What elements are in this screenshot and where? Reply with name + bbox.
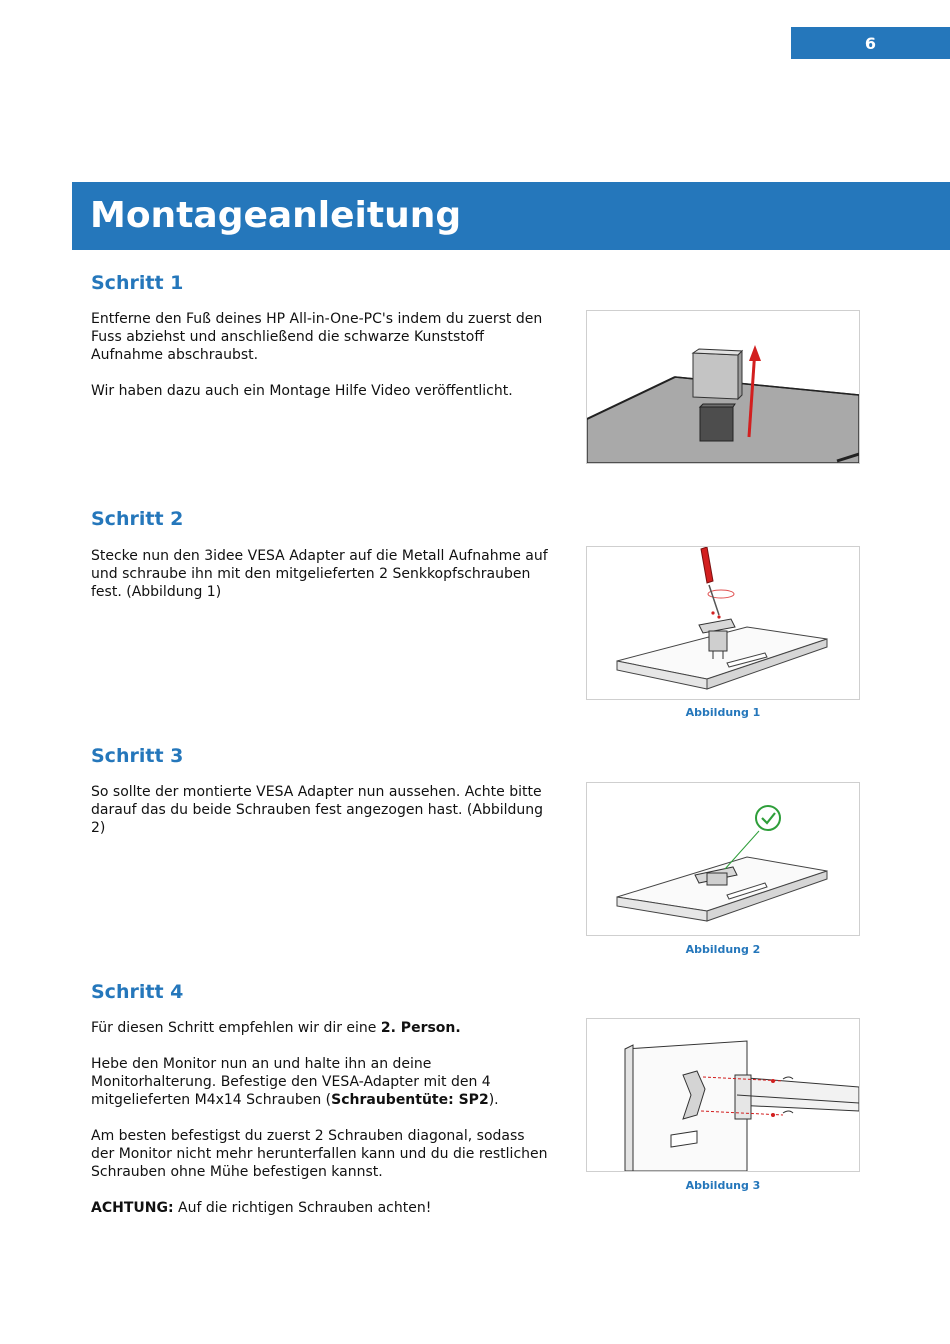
step-4-paragraph-3: Am besten befestigst du zuerst 2 Schrauben diagonal, sodass der Monitor nicht mehr herunterfallen kann und du die restlichen Schrauben ohne Mühe befestigen kannst. [91,1128,548,1180]
step-4-paragraph-2-bold: Schraubentüte: SP2 [331,1092,489,1108]
page-number: 6 [791,27,950,59]
step-4-paragraph-2-text: Hebe den Monitor nun an und halte ihn an deine Monitorhalterung. Befestige den VESA-Adapter mit den 4 mitgelieferten M4x14 Schrauben ( [91,1056,491,1108]
step-4-paragraph-1 [91,1019,551,1037]
step-1-title: Schritt 1 [91,272,184,294]
step-1-text [91,310,551,418]
figure-1-caption: Abbildung 1 [685,706,761,719]
step-1-paragraph-1: Entferne den Fuß deines HP All-in-One-PC's indem du zuerst den Fuss abziehst und anschließend die schwarze Kunststoff Aufnahme abschraubst. [91,311,543,363]
step-3-illustration [586,782,860,936]
step-2-text [91,547,551,619]
step-1-illustration [586,310,860,464]
step-2-paragraph-1: Stecke nun den 3idee VESA Adapter auf die Metall Aufnahme auf und schraube ihn mit den mitgelieferten 2 Senkkopfschrauben fest. (Abbildung 1) [91,548,548,600]
title-banner [72,182,950,250]
step-2-illustration [586,546,860,700]
step-1-paragraph-2: Wir haben dazu auch ein Montage Hilfe Video veröffentlicht. [91,383,513,399]
step-4-paragraph-4 [91,1199,551,1217]
step-2-title: Schritt 2 [91,508,184,530]
step-4-paragraph-2 [91,1055,551,1109]
step-3-paragraph-1: So sollte der montierte VESA Adapter nun aussehen. Achte bitte darauf das du beide Schrauben fest angezogen hast. (Abbildung 2) [91,784,544,836]
step-3-title: Schritt 3 [91,745,184,767]
step-4-title: Schritt 4 [91,981,184,1003]
page-title: Montageanleitung [90,195,462,236]
step-4-paragraph-1-bold: 2. Person. [380,1020,461,1036]
step-4-paragraph-2-end: ). [488,1092,499,1108]
step-3-text [91,783,551,855]
step-4-text [91,1019,551,1235]
step-4-warning-text: Auf die richtigen Schrauben achten! [173,1200,432,1216]
step-4-warning-label: ACHTUNG: [91,1200,174,1216]
figure-2-caption: Abbildung 2 [685,943,761,956]
step-4-paragraph-1-text: Für diesen Schritt empfehlen wir dir eine [91,1020,381,1036]
figure-3-caption: Abbildung 3 [685,1179,761,1192]
step-4-illustration [586,1018,860,1172]
